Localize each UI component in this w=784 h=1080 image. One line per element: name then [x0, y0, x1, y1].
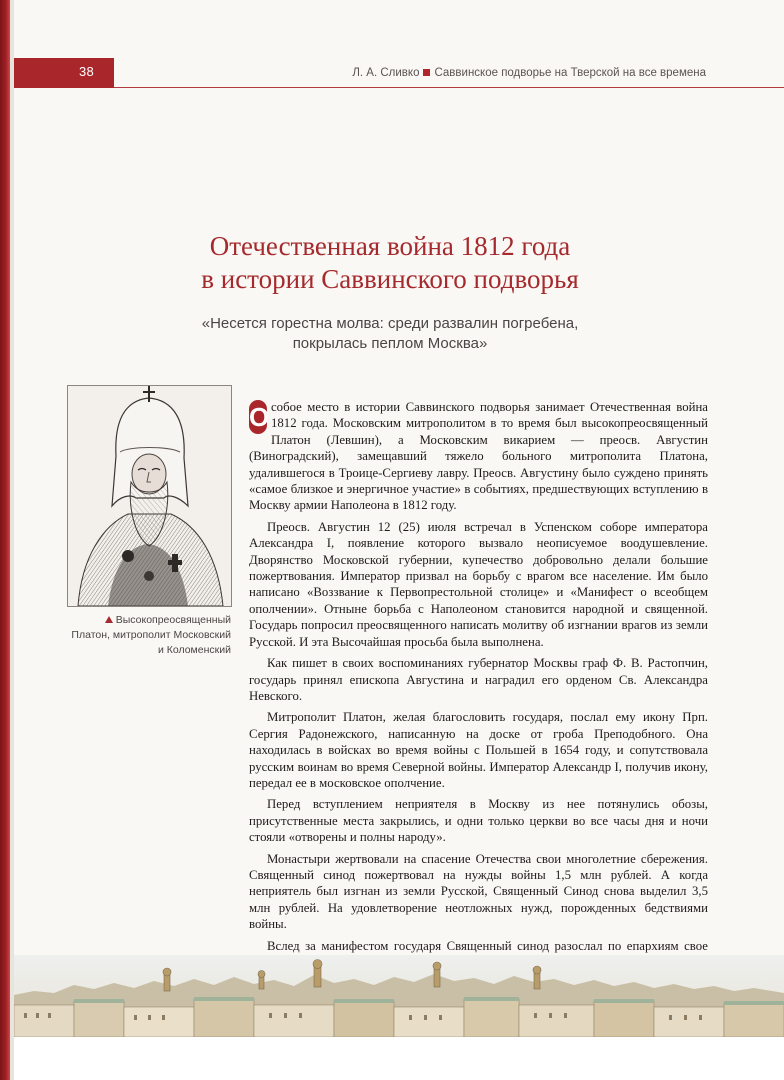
epigraph-line-2: покрылась пеплом Москва» [292, 335, 488, 352]
paragraph-1-text: собое место в истории Саввинского подворья занимает Отечественная война 1812 года. Московским митрополитом в то время был высокопреосвященный Платон (Левшин), а Московским викарием — преосв. Августин (Виноградский), замещавший тяжело больного митрополита Платона, удалившегося в Троице-Сергиеву лавру. Преосв. Августину было суждено принять «самое близкое и энергичное участие» в событиях, предшествующих вступлению в Москву армии Наполеона в 1812 году. [249, 400, 708, 513]
title-line-1: Отечественная война 1812 года [209, 231, 571, 261]
title-line-2: в истории Саввинского подворья [201, 264, 579, 294]
caption-line-1: Высокопреосвященный [115, 614, 231, 626]
caption-line-3: и Коломенский [157, 644, 231, 656]
page-number-bar [14, 58, 114, 88]
caption-triangle-icon [105, 616, 113, 623]
epigraph-line-1: «Несется горестна молва: среди развалин погребена, [201, 315, 579, 332]
running-head-author: Л. А. Сливко [352, 67, 420, 79]
drop-cap: О [249, 402, 270, 432]
paragraph-5: Перед вступлением неприятеля в Москву из нее потянулись обозы, присутственные места закрылись, и одни только церкви во все часы дня и ночи стояли «отворены и полны народу». [249, 797, 708, 845]
article-body [249, 399, 708, 975]
article-title [140, 230, 640, 296]
page-bottom-margin [14, 1037, 784, 1080]
paragraph-3: Как пишет в своих воспоминаниях губернатор Москвы граф Ф. В. Растопчин, государь принял епископа Августина и наградил его орденом Св. Александра Невского. [249, 656, 708, 703]
paragraph-7: Вслед за манифестом государя Священный синод разослал по епархиям свое [267, 938, 708, 953]
portrait-image [67, 385, 232, 607]
page-number: 38 [79, 64, 95, 79]
paragraph-6: Монастыри жертвовали на спасение Отечества свои многолетние сбережения. Священный синод пожертвовал на нужды войны 1,5 млн рублей. А когда неприятель был изгнан из земли Русской, Священный Синод снова выделил 3,5 млн рублей. На удовлетворение неотложных нужд, порожденных бедствиями войны. [249, 851, 708, 932]
metropolitan-portrait-illustration [68, 386, 231, 606]
portrait-caption [48, 613, 231, 658]
running-head [352, 67, 706, 79]
paragraph-2: Преосв. Августин 12 (25) июля встречал в Успенском соборе императора Александра I, появление которого вызвало неописуемое воодушевление. Дворянство Московской губернии, купечество добровольно делали большие пожертвования. Император призвал на борьбу с врагом все население. Им было написано «Воззвание к Первопрестольной столице» и «Манифест о всеобщем ополчении». Отныне борьба с Наполеоном становится народной и священной. Государь попросил преосвященного написать молитву об изгнании врагов из земли Русской. И эта Высочайшая просьба была выполнена. [249, 519, 708, 649]
square-bullet-icon [423, 69, 430, 76]
moscow-panorama-banner [14, 955, 784, 1037]
article-epigraph [140, 314, 640, 354]
paragraph-1 [249, 399, 708, 514]
page-edge [10, 0, 14, 1080]
panorama-illustration [14, 955, 784, 1037]
header-rule [114, 87, 784, 88]
caption-line-2: Платон, митрополит Московский [71, 629, 231, 641]
running-head-title: Саввинское подворье на Тверской на все времена [434, 67, 706, 79]
paragraph-4: Митрополит Платон, желая благословить государя, послал ему икону Прп. Сергия Радонежского, написанную на доске от гроба Преподобного. Она находилась в войсках во время войны с Польшей в 1654 году, и сопутствовала русским воинам во время Северной войны. Император Александр I, получив икону, передал ее в московское ополчение. [249, 710, 708, 790]
book-spine [0, 0, 10, 1080]
